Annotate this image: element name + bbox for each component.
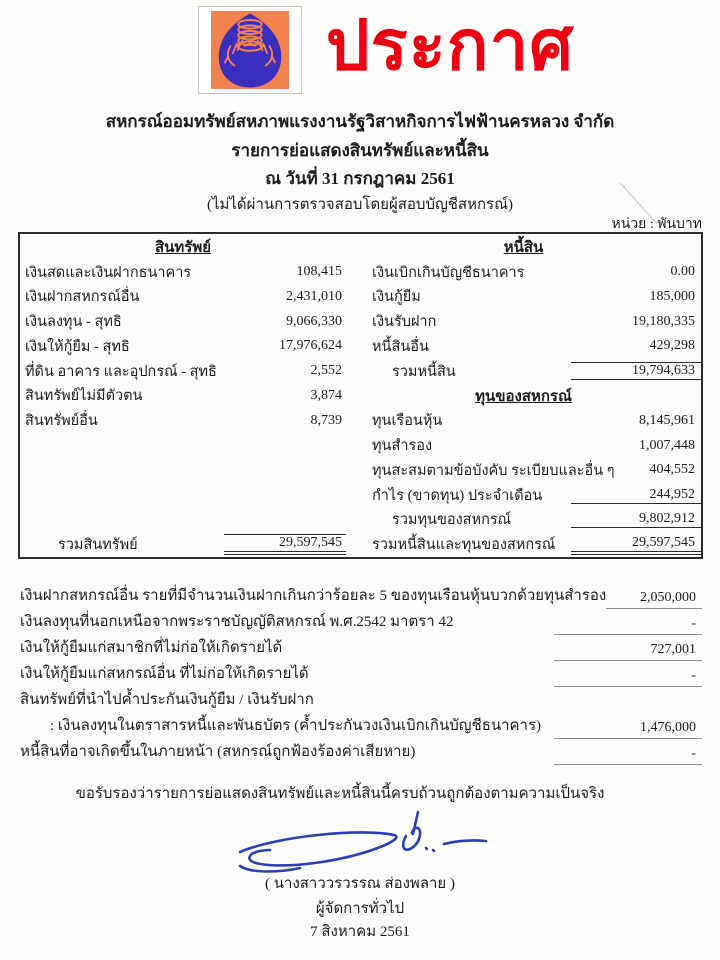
unit-label: หน่วย : พันบาท [611, 217, 702, 232]
sign-date: 7 สิงหาคม 2561 [310, 924, 410, 940]
liabilities-header: หนี้สิน [503, 239, 544, 256]
table-row: หนี้สินอื่น 429,298 [372, 338, 695, 355]
note-row: สินทรัพย์ที่นำไปค้ำประกันเงินกู้ยืม / เงินรับฝาก [20, 692, 314, 708]
table-row: สินทรัพย์อื่น 8,739 [25, 412, 342, 430]
table-row: เงินลงทุน - สุทธิ 9,066,330 [25, 313, 342, 331]
signature-ink [222, 806, 512, 880]
assets-column [20, 234, 346, 557]
balance-sheet-table [18, 232, 703, 559]
signer-title: ผู้จัดการทั่วไป [315, 901, 405, 917]
table-row: เงินกู้ยืม 185,000 [372, 288, 695, 306]
grand-total-row: รวมหนี้สินและทุนของสหกรณ์ 29,597,545 [346, 532, 701, 557]
table-row: ที่ดิน อาคาร และอุปกรณ์ - สุทธิ 2,552 [25, 363, 342, 380]
coop-logo [198, 6, 302, 94]
note-row: เงินให้กู้ยืมแก่สหกรณ์อื่น ที่ไม่ก่อให้เกิดรายได้ - [20, 661, 702, 687]
note-row: เงินฝากสหกรณ์อื่น รายที่มีจำนวนเงินฝากเกินกว่าร้อยละ 5 ของทุนเรือนหุ้นบวกด้วยทุนสำรอง 2,050,000 [20, 583, 702, 609]
liabilities-total-row: รวมหนี้สิน 19,794,633 [346, 359, 701, 384]
notes-section [20, 583, 702, 765]
note-row: เงินลงทุนที่นอกเหนือจากพระราชบัญญัติสหกรณ์ พ.ศ.2542 มาตรา 42 - [20, 609, 702, 635]
table-row: สินทรัพย์ไม่มีตัวตน 3,874 [25, 387, 342, 405]
table-row: ทุนสะสมตามข้อบังคับ ระเบียบและอื่น ๆ 404,552 [372, 462, 695, 479]
table-row: เงินสดและเงินฝากธนาคาร 108,415 [25, 264, 342, 281]
table-row: เงินฝากสหกรณ์อื่น 2,431,010 [25, 288, 342, 306]
unaudited-note: (ไม่ได้ผ่านการตรวจสอบโดยผู้สอบบัญชีสหกรณ์) [206, 197, 514, 213]
certification-statement: ขอรับรองว่ารายการย่อแสดงสินทรัพย์และหนี้สินนี้ครบถ้วนถูกต้องตามความเป็นจริง [75, 786, 605, 802]
table-row: ทุนสำรอง 1,007,448 [372, 437, 695, 454]
note-row: เงินให้กู้ยืมแก่สมาชิกที่ไม่ก่อให้เกิดรายได้ 727,001 [20, 635, 702, 661]
table-row: ทุนเรือนหุ้น 8,145,961 [372, 412, 695, 430]
statement-title: รายการย่อแสดงสินทรัพย์และหนี้สิน [231, 141, 489, 160]
assets-header: สินทรัพย์ [154, 239, 212, 256]
table-row: กำไร (ขาดทุน) ประจำเดือน 244,952 [346, 483, 701, 508]
equity-total-row: รวมทุนของสหกรณ์ 9,802,912 [346, 507, 701, 532]
statement-date: ณ วันที่ 31 กรกฎาคม 2561 [265, 169, 455, 188]
coop-name-title: สหกรณ์ออมทรัพย์สหภาพแรงงานรัฐวิสาหกิจการไฟฟ้านครหลวง จำกัด [105, 112, 615, 131]
note-row: หนี้สินที่อาจเกิดขึ้นในภายหน้า (สหกรณ์ถูกฟ้องร้องค่าเสียหาย) - [20, 739, 702, 765]
assets-total-row: รวมสินทรัพย์ 29,597,545 [20, 532, 346, 557]
note-row: : เงินลงทุนในตราสารหนี้และพันธบัตร (ค้ำประกันวงเงินเบิกเกินบัญชีธนาคาร) 1,476,000 [20, 713, 702, 739]
liabilities-column [346, 234, 701, 557]
announcement-banner-text: ประกาศ [325, 8, 575, 84]
equity-section-header: ทุนของสหกรณ์ [475, 388, 572, 405]
signer-name: ( นางสาววรวรรณ ส่องพลาย ) [265, 876, 455, 892]
table-row: เงินให้กู้ยืม - สุทธิ 17,976,624 [25, 338, 342, 355]
table-row: เงินรับฝาก 19,180,335 [372, 313, 695, 331]
table-row: เงินเบิกเกินบัญชีธนาคาร 0.00 [372, 264, 695, 281]
coop-hands-coins-logo-icon [203, 11, 297, 89]
